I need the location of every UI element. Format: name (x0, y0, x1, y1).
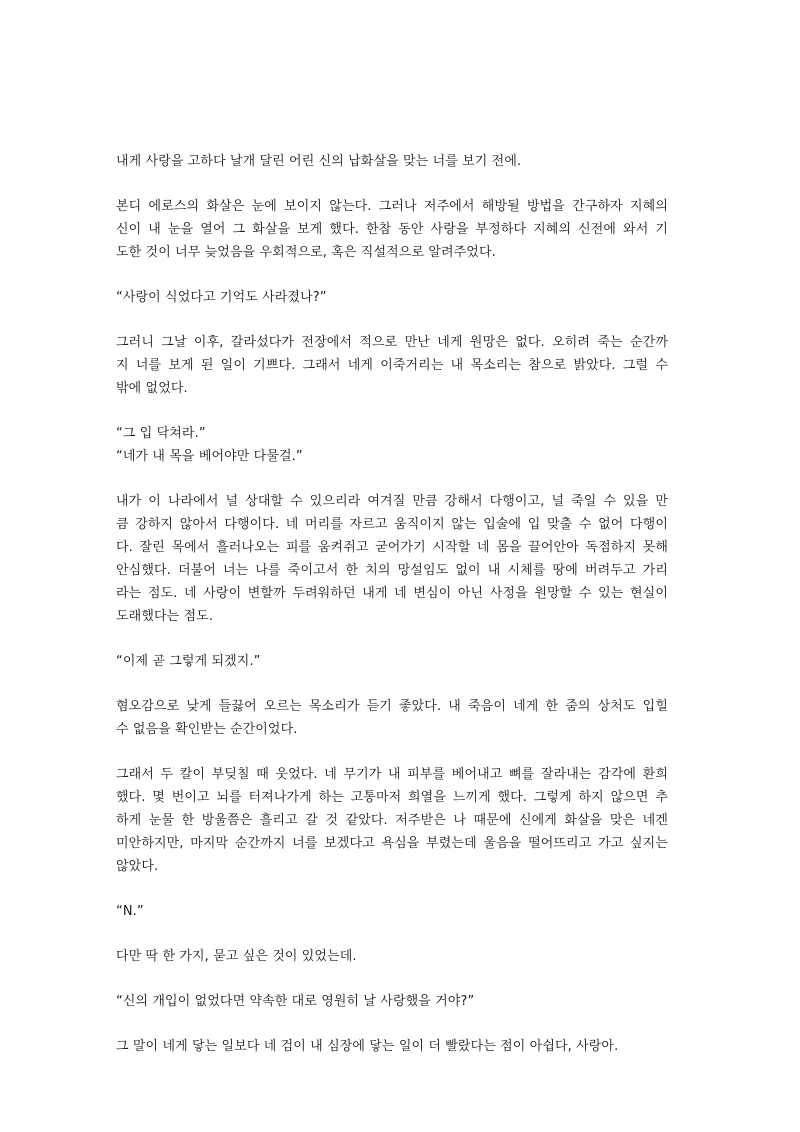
document-page (116, 150, 668, 1080)
text-line: 했다. 몇 번이고 뇌를 터져나가게 하는 고통마저 희열을 느끼게 했다. 그렇게 하지 않으면 추 (116, 790, 668, 805)
text-line: 그래서 두 칼이 부딪칠 때 웃었다. 네 무기가 내 피부를 베어내고 뼈를 잘라내는 감각에 환희 (116, 767, 668, 782)
text-line: 내게 사랑을 고하다 날개 달린 어린 신의 납화살을 맞는 너를 보기 전에. (116, 154, 522, 169)
text-line: 않았다. (116, 859, 159, 874)
text-line: 혐오감으로 낮게 들끓어 오르는 목소리가 듣기 좋았다. 내 죽음이 네게 한 줌의 상처도 입힐 (116, 699, 668, 714)
dialogue-line: “네가 내 목을 베어야만 다물걸.” (116, 449, 303, 464)
text-line: 신이 내 눈을 열어 그 화살을 보게 했다. 한참 동안 사랑을 부정하다 지혜의 신전에 와서 기 (116, 222, 668, 237)
dialogue-line: “사랑이 식었다고 기억도 사라졌나?” (116, 290, 327, 305)
narration-paragraph (116, 490, 668, 628)
text-line: 밖에 없었다. (116, 381, 188, 396)
narration-paragraph (116, 195, 668, 264)
dialogue-block (116, 286, 668, 309)
text-line: 도래했다는 점도. (116, 609, 214, 624)
text-line: 다만 딱 한 가지, 묻고 싶은 것이 있었는데. (116, 949, 357, 964)
dialogue-line: “N.” (116, 904, 144, 919)
narration-paragraph (116, 331, 668, 400)
text-line: 미안하지만, 마지막 순간까지 너를 보겠다고 욕심을 부렸는데 울음을 떨어뜨리고 가고 싶지는 (116, 836, 668, 851)
narration-paragraph (116, 695, 668, 741)
text-line: 하게 눈물 한 방울쯤은 흘리고 갈 것 같았다. 저주받은 나 때문에 신에게 화살을 맞은 네겐 (116, 813, 668, 828)
text-line: 도한 것이 너무 늦었음을 우회적으로, 혹은 직설적으로 알려주었다. (116, 245, 496, 260)
text-line: 큼 강하지 않아서 다행이다. 네 머리를 자르고 움직이지 않는 입술에 입 맞출 수 없어 다행이 (116, 517, 668, 532)
dialogue-block (116, 422, 668, 468)
dialogue-line: “그 입 닥쳐라.” (116, 426, 206, 441)
dialogue-block (116, 990, 668, 1013)
dialogue-block (116, 650, 668, 673)
text-line: 내가 이 나라에서 널 상대할 수 있으리라 여겨질 만큼 강해서 다행이고, 널 죽일 수 있을 만 (116, 494, 668, 509)
text-line: 그 말이 네게 닿는 일보다 네 검이 내 심장에 닿는 일이 더 빨랐다는 점이 아쉽다, 사랑아. (116, 1039, 619, 1054)
text-line: 그러니 그날 이후, 갈라섰다가 전장에서 적으로 만난 네게 원망은 없다. 오히려 죽는 순간까 (116, 335, 668, 350)
dialogue-line: “이제 곧 그렇게 되겠지.” (116, 654, 261, 669)
narration-paragraph (116, 945, 668, 968)
text-line: 라는 점도. 네 사랑이 변할까 두려워하던 내게 네 변심이 아닌 사정을 원망할 수 있는 현실이 (116, 586, 668, 601)
dialogue-line: “신의 개입이 없었다면 약속한 대로 영원히 날 사랑했을 거야?” (116, 994, 475, 1009)
narration-paragraph (116, 150, 668, 173)
dialogue-block (116, 900, 668, 923)
text-line: 지 너를 보게 된 일이 기쁘다. 그래서 네게 이죽거리는 내 목소리는 참으로 밝았다. 그럴 수 (116, 358, 668, 373)
text-line: 안심했다. 더불어 너는 나를 죽이고서 한 치의 망설임도 없이 내 시체를 땅에 버려두고 가리 (116, 563, 668, 578)
narration-paragraph (116, 763, 668, 878)
narration-paragraph (116, 1035, 668, 1058)
text-line: 다. 잘린 목에서 흘러나오는 피를 움켜쥐고 굳어가기 시작할 네 몸을 끌어안아 독점하지 못해 (116, 540, 668, 555)
text-line: 본디 에로스의 화살은 눈에 보이지 않는다. 그러나 저주에서 해방될 방법을 간구하자 지혜의 (116, 199, 668, 214)
text-line: 수 없음을 확인받는 순간이었다. (116, 722, 298, 737)
